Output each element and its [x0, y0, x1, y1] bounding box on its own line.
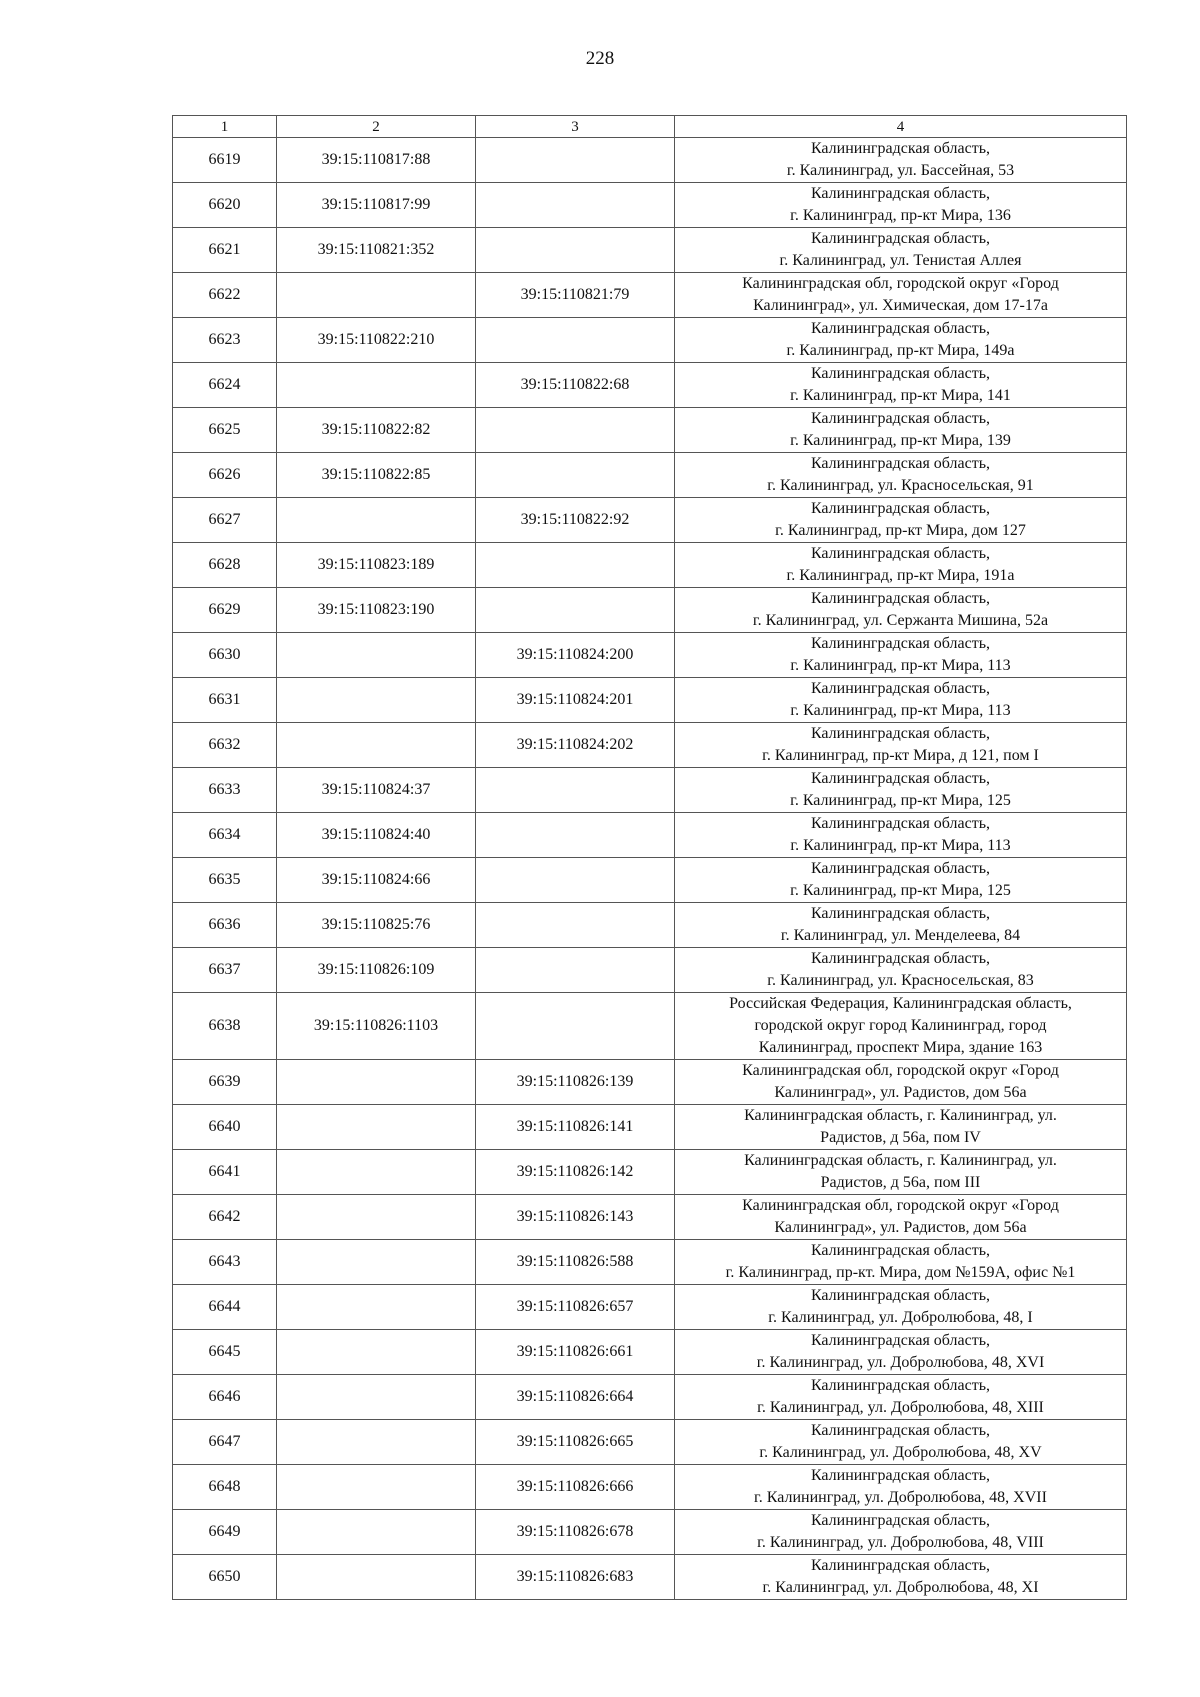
table-row: [173, 1285, 1127, 1330]
row-number-cell: 6630: [173, 633, 277, 678]
table-row: [173, 1465, 1127, 1510]
address-line-1: Калининградская область,: [810, 590, 991, 607]
table-row: [173, 183, 1127, 228]
cadastral-number-cell: 39:15:110824:40: [277, 813, 476, 858]
address-cell: [675, 768, 1127, 813]
cadastral-number-alt-cell: 39:15:110826:588: [476, 1240, 675, 1285]
row-number-cell: 6649: [173, 1510, 277, 1555]
cadastral-number-cell: [277, 1105, 476, 1150]
address-line-1: Калининградская область,: [810, 905, 991, 922]
row-number-cell: 6643: [173, 1240, 277, 1285]
row-number-cell: 6645: [173, 1330, 277, 1375]
header-row: [173, 116, 1127, 138]
address-line-1: Калининградская область,: [810, 770, 991, 787]
address-line-2: Калининград», ул. Радистов, дом 56а: [774, 1084, 1027, 1101]
table-row: [173, 723, 1127, 768]
address-line-2: г. Калининград, пр-кт Мира, 139: [790, 432, 1011, 449]
cadastral-number-alt-cell: [476, 858, 675, 903]
address-cell: [675, 498, 1127, 543]
address-cell: [675, 903, 1127, 948]
address-line-1: Калининградская область,: [810, 815, 991, 832]
address-cell: [675, 453, 1127, 498]
row-number-cell: 6622: [173, 273, 277, 318]
address-cell: [675, 543, 1127, 588]
row-number-cell: 6625: [173, 408, 277, 453]
cadastral-number-cell: 39:15:110821:352: [277, 228, 476, 273]
cadastral-number-cell: 39:15:110817:99: [277, 183, 476, 228]
address-line-1: Калининградская область,: [810, 680, 991, 697]
cadastral-number-alt-cell: [476, 408, 675, 453]
cadastral-number-alt-cell: [476, 138, 675, 183]
cadastral-number-cell: [277, 273, 476, 318]
address-cell: [675, 858, 1127, 903]
cadastral-number-alt-cell: [476, 903, 675, 948]
cadastral-number-cell: [277, 1375, 476, 1420]
row-number-cell: 6628: [173, 543, 277, 588]
table-row: [173, 768, 1127, 813]
address-line-2: городской округ город Калининград, город: [754, 1017, 1047, 1034]
address-line-2: г. Калининград, ул. Бассейная, 53: [786, 162, 1015, 179]
table-row: [173, 138, 1127, 183]
address-line-1: Калининградская область, г. Калининград, ул.: [744, 1107, 1057, 1124]
cadastral-number-alt-cell: 39:15:110826:666: [476, 1465, 675, 1510]
address-line-1: Калининградская область,: [810, 230, 991, 247]
address-cell: [675, 1465, 1127, 1510]
address-cell: [675, 993, 1127, 1060]
table-row: [173, 903, 1127, 948]
cadastral-number-cell: [277, 1465, 476, 1510]
cadastral-number-cell: [277, 1240, 476, 1285]
address-line-1: Калининградская область,: [810, 185, 991, 202]
page-number: 228: [585, 48, 615, 69]
row-number-cell: 6634: [173, 813, 277, 858]
cadastral-number-alt-cell: [476, 453, 675, 498]
table-row: [173, 1060, 1127, 1105]
address-cell: [675, 723, 1127, 768]
cadastral-number-cell: [277, 1420, 476, 1465]
address-line-2: Калининград», ул. Химическая, дом 17-17а: [753, 297, 1048, 314]
table-row: [173, 228, 1127, 273]
row-number-cell: 6639: [173, 1060, 277, 1105]
cadastral-number-alt-cell: [476, 588, 675, 633]
address-cell: [675, 318, 1127, 363]
table-row: [173, 1375, 1127, 1420]
cadastral-number-cell: [277, 633, 476, 678]
address-line-1: Калининградская область, г. Калининград, ул.: [744, 1152, 1057, 1169]
header-col-4: 4: [675, 116, 1127, 138]
address-line-1: Калининградская обл, городской округ «Город: [742, 1197, 1059, 1214]
address-cell: [675, 813, 1127, 858]
cadastral-number-cell: [277, 1060, 476, 1105]
cadastral-number-alt-cell: 39:15:110826:657: [476, 1285, 675, 1330]
address-line-2: г. Калининград, ул. Красносельская, 91: [767, 477, 1034, 494]
cadastral-number-alt-cell: [476, 993, 675, 1060]
cadastral-number-cell: [277, 1195, 476, 1240]
table-body: [173, 138, 1127, 1600]
address-cell: [675, 273, 1127, 318]
table-row: [173, 1195, 1127, 1240]
address-line-1: Калининградская область,: [810, 1557, 991, 1574]
row-number-cell: 6626: [173, 453, 277, 498]
address-line-1: Калининградская область,: [810, 320, 991, 337]
cadastral-number-alt-cell: 39:15:110824:202: [476, 723, 675, 768]
cadastral-number-cell: 39:15:110822:82: [277, 408, 476, 453]
row-number-cell: 6647: [173, 1420, 277, 1465]
address-cell: [675, 1330, 1127, 1375]
cadastral-number-cell: [277, 1330, 476, 1375]
address-cell: [675, 1285, 1127, 1330]
address-line-2: г. Калининград, ул. Сержанта Мишина, 52а: [752, 612, 1049, 629]
row-number-cell: 6621: [173, 228, 277, 273]
address-line-1: Калининградская область,: [810, 500, 991, 517]
cadastral-number-alt-cell: [476, 948, 675, 993]
address-line-2: г. Калининград, ул. Добролюбова, 48, I: [768, 1309, 1033, 1326]
address-line-1: Калининградская область,: [810, 410, 991, 427]
row-number-cell: 6623: [173, 318, 277, 363]
address-cell: [675, 1555, 1127, 1600]
table-row: [173, 363, 1127, 408]
table-row: [173, 318, 1127, 363]
address-cell: [675, 1375, 1127, 1420]
row-number-cell: 6629: [173, 588, 277, 633]
table-row: [173, 1420, 1127, 1465]
cadastral-number-cell: [277, 723, 476, 768]
address-cell: [675, 1195, 1127, 1240]
cadastral-number-alt-cell: 39:15:110826:683: [476, 1555, 675, 1600]
address-cell: [675, 363, 1127, 408]
row-number-cell: 6638: [173, 993, 277, 1060]
address-line-1: Калининградская область,: [810, 1242, 991, 1259]
table-row: [173, 498, 1127, 543]
address-line-1: Калининградская область,: [810, 725, 991, 742]
row-number-cell: 6642: [173, 1195, 277, 1240]
row-number-cell: 6641: [173, 1150, 277, 1195]
address-cell: [675, 1105, 1127, 1150]
address-line-1: Калининградская область,: [810, 1287, 991, 1304]
address-line-1: Калининградская обл, городской округ «Город: [742, 275, 1059, 292]
cadastral-number-cell: 39:15:110823:189: [277, 543, 476, 588]
address-line-2: г. Калининград, пр-кт Мира, 141: [790, 387, 1011, 404]
table-row: [173, 813, 1127, 858]
table-row: [173, 1150, 1127, 1195]
address-line-1: Калининградская область,: [810, 140, 991, 157]
address-line-1: Калининградская область,: [810, 545, 991, 562]
header-col-2: 2: [277, 116, 476, 138]
cadastral-number-cell: 39:15:110824:37: [277, 768, 476, 813]
address-line-1: Калининградская область,: [810, 1512, 991, 1529]
address-line-2: г. Калининград, ул. Добролюбова, 48, XVI: [756, 1354, 1045, 1371]
row-number-cell: 6627: [173, 498, 277, 543]
row-number-cell: 6646: [173, 1375, 277, 1420]
cadastral-number-cell: 39:15:110823:190: [277, 588, 476, 633]
data-table: [172, 115, 1127, 1600]
address-line-2: г. Калининград, пр-кт Мира, 125: [790, 792, 1011, 809]
cadastral-number-cell: 39:15:110825:76: [277, 903, 476, 948]
address-line-2: г. Калининград, ул. Менделеева, 84: [780, 927, 1021, 944]
cadastral-number-cell: [277, 678, 476, 723]
row-number-cell: 6631: [173, 678, 277, 723]
cadastral-number-alt-cell: 39:15:110826:143: [476, 1195, 675, 1240]
address-line-1: Российская Федерация, Калининградская область,: [729, 995, 1072, 1012]
row-number-cell: 6635: [173, 858, 277, 903]
table-row: [173, 408, 1127, 453]
table-row: [173, 1240, 1127, 1285]
address-cell: [675, 1510, 1127, 1555]
address-line-1: Калининградская область,: [810, 1422, 991, 1439]
cadastral-number-alt-cell: 39:15:110826:665: [476, 1420, 675, 1465]
address-line-2: г. Калининград, пр-кт Мира, 113: [790, 837, 1011, 854]
cadastral-number-cell: [277, 363, 476, 408]
address-cell: [675, 183, 1127, 228]
cadastral-number-alt-cell: [476, 543, 675, 588]
table-row: [173, 633, 1127, 678]
row-number-cell: 6620: [173, 183, 277, 228]
address-line-2: г. Калининград, ул. Красносельская, 83: [767, 972, 1034, 989]
address-cell: [675, 1060, 1127, 1105]
address-line-2: г. Калининград, ул. Тенистая Аллея: [779, 252, 1022, 269]
address-line-2: г. Калининград, ул. Добролюбова, 48, XI: [762, 1579, 1039, 1596]
address-line-2: г. Калининград, ул. Добролюбова, 48, XIII: [757, 1399, 1044, 1416]
table-row: [173, 1555, 1127, 1600]
cadastral-number-alt-cell: [476, 228, 675, 273]
table-row: [173, 858, 1127, 903]
address-line-2: г. Калининград, пр-кт Мира, 113: [790, 702, 1011, 719]
address-line-1: Калининградская область,: [810, 365, 991, 382]
cadastral-number-alt-cell: 39:15:110822:68: [476, 363, 675, 408]
cadastral-number-cell: 39:15:110826:109: [277, 948, 476, 993]
cadastral-number-alt-cell: 39:15:110826:664: [476, 1375, 675, 1420]
header-col-1: 1: [173, 116, 277, 138]
table-row: [173, 453, 1127, 498]
address-line-2: г. Калининград, пр-кт Мира, 149а: [786, 342, 1015, 359]
cadastral-number-cell: [277, 1510, 476, 1555]
table-row: [173, 678, 1127, 723]
cadastral-number-cell: 39:15:110826:1103: [277, 993, 476, 1060]
address-cell: [675, 1150, 1127, 1195]
table-row: [173, 1510, 1127, 1555]
address-cell: [675, 633, 1127, 678]
address-line-2: г. Калининград, пр-кт Мира, дом 127: [775, 522, 1026, 539]
row-number-cell: 6637: [173, 948, 277, 993]
address-line-1: Калининградская область,: [810, 1377, 991, 1394]
address-line-2: г. Калининград, пр-кт Мира, 191а: [786, 567, 1015, 584]
address-line-2: г. Калининград, ул. Добролюбова, 48, VIII: [757, 1534, 1044, 1551]
address-line-2: г. Калининград, пр-кт Мира, 136: [790, 207, 1011, 224]
address-line-2: г. Калининград, пр-кт Мира, 113: [790, 657, 1011, 674]
cadastral-number-alt-cell: 39:15:110821:79: [476, 273, 675, 318]
cadastral-number-alt-cell: 39:15:110826:142: [476, 1150, 675, 1195]
address-line-1: Калининградская область,: [810, 455, 991, 472]
address-line-1: Калининградская область,: [810, 635, 991, 652]
address-line-3: Калининград, проспект Мира, здание 163: [758, 1039, 1043, 1056]
cadastral-number-cell: 39:15:110822:85: [277, 453, 476, 498]
address-line-2: Радистов, д 56а, пом IV: [820, 1129, 981, 1146]
cadastral-number-cell: [277, 1555, 476, 1600]
address-cell: [675, 1240, 1127, 1285]
address-line-2: г. Калининград, пр-кт Мира, 125: [790, 882, 1011, 899]
address-cell: [675, 588, 1127, 633]
cadastral-number-cell: 39:15:110822:210: [277, 318, 476, 363]
address-cell: [675, 678, 1127, 723]
address-line-2: г. Калининград, ул. Добролюбова, 48, XV: [759, 1444, 1042, 1461]
header-col-3: 3: [476, 116, 675, 138]
cadastral-number-alt-cell: [476, 318, 675, 363]
row-number-cell: 6648: [173, 1465, 277, 1510]
address-line-1: Калининградская область,: [810, 950, 991, 967]
row-number-cell: 6650: [173, 1555, 277, 1600]
table-row: [173, 948, 1127, 993]
address-cell: [675, 408, 1127, 453]
cadastral-number-cell: 39:15:110817:88: [277, 138, 476, 183]
address-line-1: Калининградская область,: [810, 1467, 991, 1484]
address-line-2: Калининград», ул. Радистов, дом 56а: [774, 1219, 1027, 1236]
cadastral-number-alt-cell: 39:15:110826:139: [476, 1060, 675, 1105]
table-row: [173, 1330, 1127, 1375]
table-row: [173, 273, 1127, 318]
address-cell: [675, 228, 1127, 273]
cadastral-number-alt-cell: [476, 183, 675, 228]
cadastral-number-alt-cell: 39:15:110826:661: [476, 1330, 675, 1375]
cadastral-number-alt-cell: [476, 768, 675, 813]
address-line-1: Калининградская область,: [810, 1332, 991, 1349]
cadastral-number-alt-cell: 39:15:110824:201: [476, 678, 675, 723]
cadastral-number-cell: [277, 1285, 476, 1330]
cadastral-number-alt-cell: [476, 813, 675, 858]
table-row: [173, 1105, 1127, 1150]
row-number-cell: 6624: [173, 363, 277, 408]
row-number-cell: 6633: [173, 768, 277, 813]
row-number-cell: 6619: [173, 138, 277, 183]
cadastral-number-alt-cell: 39:15:110824:200: [476, 633, 675, 678]
address-line-2: г. Калининград, пр-кт. Мира, дом №159А, офис №1: [725, 1264, 1076, 1281]
row-number-cell: 6640: [173, 1105, 277, 1150]
table-row: [173, 588, 1127, 633]
address-cell: [675, 1420, 1127, 1465]
cadastral-number-cell: 39:15:110824:66: [277, 858, 476, 903]
address-line-2: Радистов, д 56а, пом III: [820, 1174, 981, 1191]
address-line-1: Калининградская область,: [810, 860, 991, 877]
table-header: [173, 116, 1127, 138]
address-cell: [675, 948, 1127, 993]
cadastral-number-alt-cell: 39:15:110826:141: [476, 1105, 675, 1150]
row-number-cell: 6636: [173, 903, 277, 948]
row-number-cell: 6632: [173, 723, 277, 768]
cadastral-number-cell: [277, 498, 476, 543]
address-line-1: Калининградская обл, городской округ «Город: [742, 1062, 1059, 1079]
row-number-cell: 6644: [173, 1285, 277, 1330]
cadastral-number-alt-cell: 39:15:110826:678: [476, 1510, 675, 1555]
address-cell: [675, 138, 1127, 183]
table-row: [173, 993, 1127, 1060]
address-line-2: г. Калининград, ул. Добролюбова, 48, XVII: [754, 1489, 1047, 1506]
table-row: [173, 543, 1127, 588]
address-line-2: г. Калининград, пр-кт Мира, д 121, пом I: [762, 747, 1039, 764]
cadastral-number-cell: [277, 1150, 476, 1195]
cadastral-number-alt-cell: 39:15:110822:92: [476, 498, 675, 543]
